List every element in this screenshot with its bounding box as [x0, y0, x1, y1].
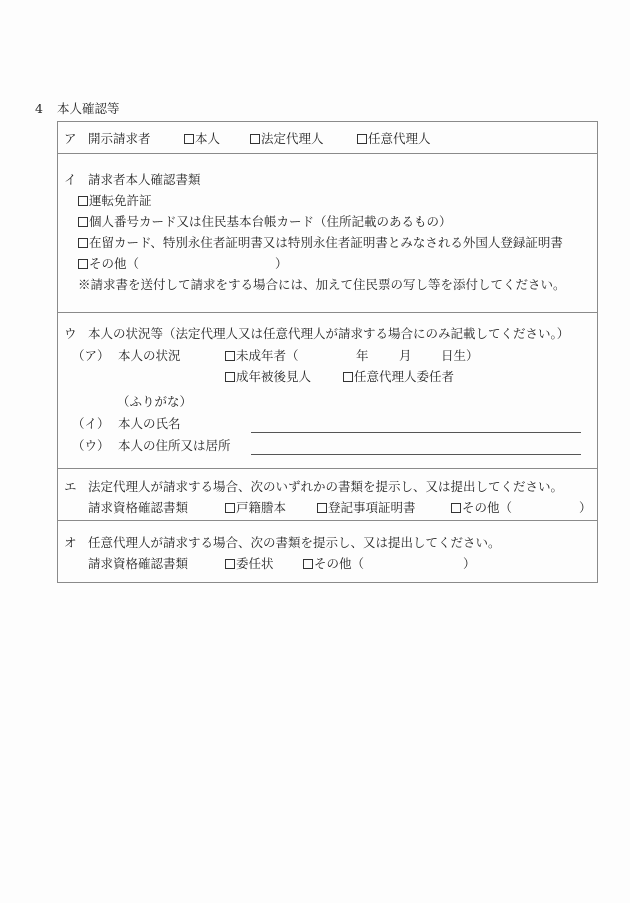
mail-note: ※請求書を送付して請求をする場合には、加えて住民票の写し等を添付してください。	[78, 277, 566, 292]
principal-status-title: 本人の状況等（法定代理人又は任意代理人が請求する場合にのみ記載してください。）	[88, 326, 570, 341]
checkbox-icon[interactable]	[303, 559, 313, 569]
status-marker: （ア）	[72, 348, 110, 363]
checkbox-icon[interactable]	[78, 217, 88, 227]
row-u-marker: ウ	[64, 326, 77, 341]
row-o-marker: オ	[64, 535, 77, 550]
checkbox-icon[interactable]	[225, 559, 235, 569]
legal-other-close: ）	[579, 500, 592, 515]
voluntary-other-close: ）	[463, 556, 476, 571]
divider	[58, 468, 597, 469]
row-a-marker: ア	[64, 131, 77, 146]
id-docs-title: 請求者本人確認書類	[88, 172, 201, 187]
status-label: 本人の状況	[118, 348, 181, 363]
divider	[58, 520, 597, 521]
voluntary-agent-doc-label: 請求資格確認書類	[88, 556, 189, 571]
furigana-label: （ふりがな）	[117, 394, 193, 409]
option-voluntary-other[interactable]: その他（	[303, 556, 364, 572]
checkbox-icon[interactable]	[184, 134, 194, 144]
birth-day-label: 日生）	[441, 348, 479, 363]
checkbox-icon[interactable]	[225, 372, 235, 382]
checkbox-icon[interactable]	[78, 238, 88, 248]
birth-month-label: 月	[399, 348, 412, 363]
option-voluntary-agent[interactable]: 任意代理人	[357, 131, 431, 147]
address-label: 本人の住所又は居所	[118, 438, 231, 453]
legal-agent-doc-label: 請求資格確認書類	[88, 500, 189, 515]
checkbox-icon[interactable]	[451, 503, 461, 513]
option-legal-agent[interactable]: 法定代理人	[250, 131, 324, 147]
identity-verification-table	[57, 121, 598, 583]
checkbox-icon[interactable]	[225, 503, 235, 513]
checkbox-icon[interactable]	[250, 134, 260, 144]
checkbox-icon[interactable]	[78, 259, 88, 269]
divider	[58, 312, 597, 313]
other-id-close: ）	[275, 256, 288, 271]
option-legal-other[interactable]: その他（	[451, 500, 512, 516]
option-other-id[interactable]: その他（	[78, 256, 139, 272]
option-adult-ward[interactable]: 成年被後見人	[225, 369, 311, 385]
legal-agent-instruction: 法定代理人が請求する場合、次のいずれかの書類を提示し、又は提出してください。	[88, 479, 564, 494]
option-drivers-license[interactable]: 運転免許証	[78, 193, 152, 209]
voluntary-agent-instruction: 任意代理人が請求する場合、次の書類を提示し、又は提出してください。	[88, 535, 501, 550]
name-marker: （イ）	[72, 416, 110, 431]
checkbox-icon[interactable]	[357, 134, 367, 144]
section-title: 本人確認等	[57, 101, 120, 116]
option-self[interactable]: 本人	[184, 131, 220, 147]
row-e-marker: エ	[64, 479, 77, 494]
address-marker: （ウ）	[72, 438, 110, 453]
address-input-line[interactable]	[251, 454, 581, 455]
row-i-marker: イ	[64, 172, 77, 187]
name-label: 本人の氏名	[118, 416, 181, 431]
option-registry-certificate[interactable]: 登記事項証明書	[317, 500, 416, 516]
section-number: 4	[35, 101, 43, 116]
option-minor[interactable]: 未成年者（	[225, 348, 299, 364]
checkbox-icon[interactable]	[78, 196, 88, 206]
option-voluntary-principal[interactable]: 任意代理人委任者	[343, 369, 454, 385]
checkbox-icon[interactable]	[343, 372, 353, 382]
checkbox-icon[interactable]	[317, 503, 327, 513]
divider	[58, 153, 597, 154]
name-input-line[interactable]	[251, 432, 581, 433]
option-family-register[interactable]: 戸籍謄本	[225, 500, 286, 516]
option-residence-card[interactable]: 在留カード、特別永住者証明書又は特別永住者証明書とみなされる外国人登録証明書	[78, 235, 563, 251]
requester-label: 開示請求者	[88, 131, 151, 146]
birth-year-label: 年	[356, 348, 369, 363]
option-mynumber-card[interactable]: 個人番号カード又は住民基本台帳カード（住所記載のあるもの）	[78, 214, 452, 230]
checkbox-icon[interactable]	[225, 351, 235, 361]
option-power-of-attorney[interactable]: 委任状	[225, 556, 274, 572]
